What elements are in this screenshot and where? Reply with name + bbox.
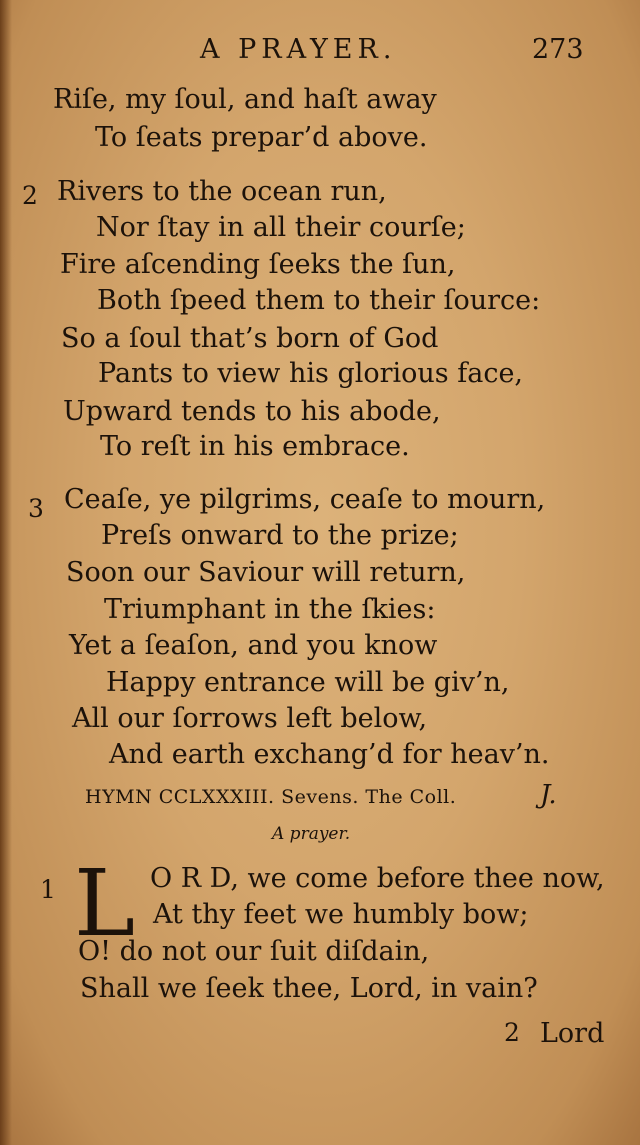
catchword: Lord xyxy=(540,1018,605,1049)
verse-line: To ſeats prepar’d above. xyxy=(95,122,428,153)
verse-line: O! do not our ſuit diſdain, xyxy=(78,936,430,967)
hymn-subtitle: A prayer. xyxy=(272,824,351,844)
catchword-number: 2 xyxy=(504,1018,520,1047)
drop-cap: L xyxy=(74,850,136,957)
verse-line: At thy feet we humbly bow; xyxy=(153,899,529,930)
verse-line: Fire aſcending ſeeks the ſun, xyxy=(60,249,456,280)
stanza-number: 3 xyxy=(28,494,44,523)
verse-line: Rivers to the ocean run, xyxy=(57,176,387,207)
verse-line: Upward tends to his abode, xyxy=(63,396,441,427)
stanza-number: 2 xyxy=(22,181,38,210)
running-head: A PRAYER. xyxy=(200,34,397,65)
verse-line: Happy entrance will be giv’n, xyxy=(106,667,510,698)
stanza-number: 1 xyxy=(40,875,56,904)
verse-line: All our ſorrows left below, xyxy=(72,703,428,734)
page-gutter-shadow xyxy=(0,0,12,1145)
page-number: 273 xyxy=(532,34,584,65)
verse-line: Nor ſtay in all their courſe; xyxy=(96,212,466,243)
hymn-title: HYMN CCLXXXIII. Sevens. The Coll. xyxy=(85,786,457,808)
verse-line: So a ſoul that’s born of God xyxy=(61,323,439,354)
verse-line: Soon our Saviour will return, xyxy=(66,557,466,588)
verse-line: To reſt in his embrace. xyxy=(100,431,410,462)
verse-line: Shall we ſeek thee, Lord, in vain? xyxy=(80,973,538,1004)
verse-line: O R D, we come before thee now, xyxy=(150,863,605,894)
verse-line: Yet a ſeaſon, and you know xyxy=(69,630,438,661)
verse-line: Triumphant in the ſkies: xyxy=(104,594,436,625)
verse-line: And earth exchang’d for heav’n. xyxy=(109,739,550,770)
verse-line: Ceaſe, ye pilgrims, ceaſe to mourn, xyxy=(64,484,546,515)
verse-line: Both ſpeed them to their ſource: xyxy=(97,285,541,316)
verse-line: Pants to view his glorious face, xyxy=(98,358,524,389)
verse-line: Preſs onward to the prize; xyxy=(101,520,459,551)
hymn-author: J. xyxy=(540,780,557,810)
verse-line: Riſe, my ſoul, and haſt away xyxy=(53,84,437,115)
